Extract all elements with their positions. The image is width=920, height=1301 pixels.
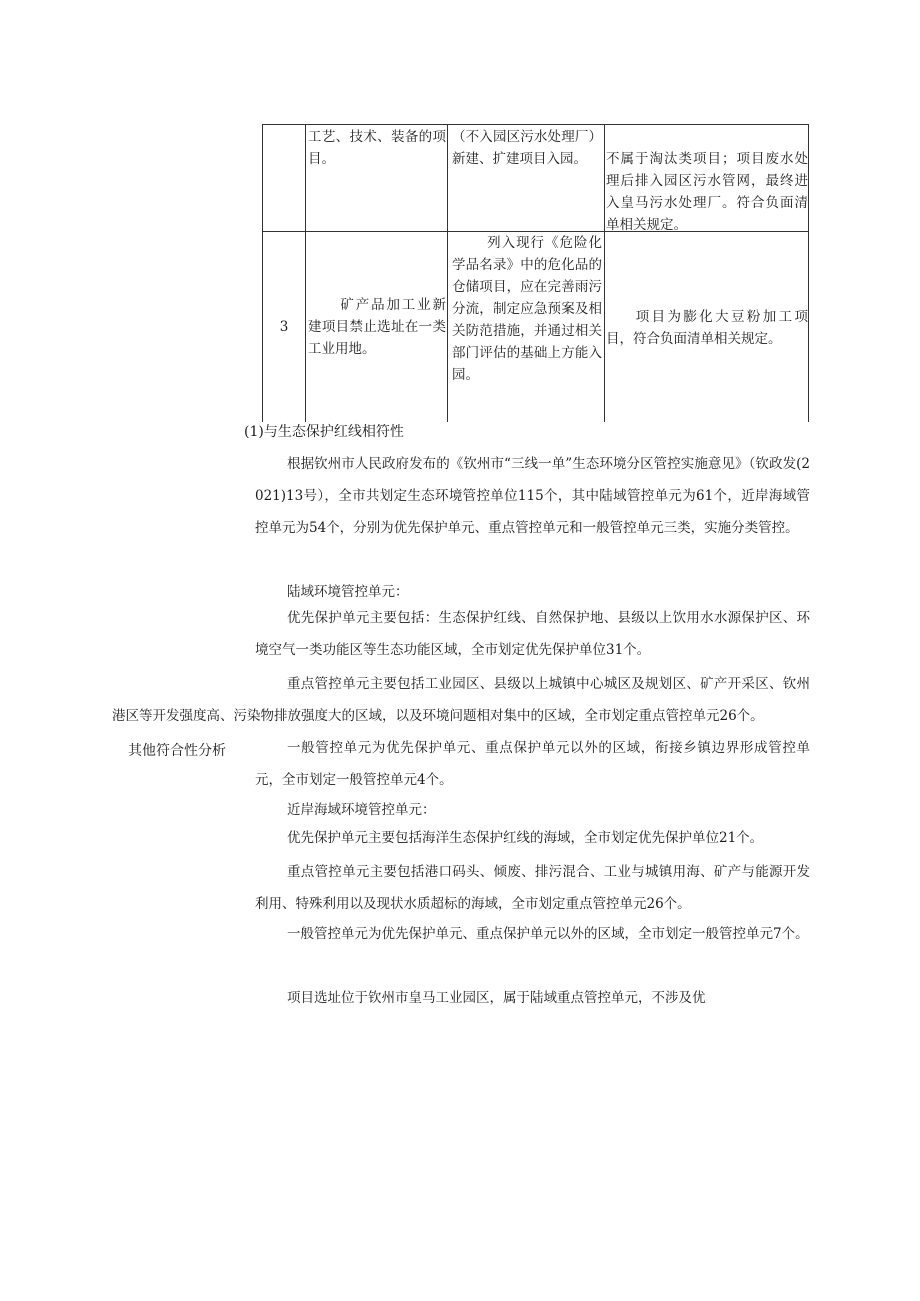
table-cell-row1-col4: 不属于淘汰类项目；项目废水处理后排入园区污水管网，最终进入皇马污水处理厂。符合负面清单相关规定。 bbox=[606, 151, 808, 233]
table-cell-row3-col3: 列入现行《危险化学品名录》中的危化品的仓储项目，应在完善雨污分流，制定应急预案及相关防范措施，并通过相关部门评估的基础上方能入园。 bbox=[452, 235, 602, 383]
body-paragraph: 重点管控单元主要包括港口码头、倾废、排污混合、工业与城镇用海、矿产与能源开发利用、特殊利用以及现状水质超标的海域，全市划定重点管控单元26个。 bbox=[255, 864, 810, 912]
table-border-left bbox=[262, 124, 263, 422]
table-cell-row3-col4: 项目为膨化大豆粉加工项目，符合负面清单相关规定。 bbox=[606, 309, 808, 347]
table-border-col2 bbox=[305, 124, 306, 422]
table-cell-row1-col2: 工艺、技术、装备的项目。 bbox=[308, 129, 446, 167]
table-cell-row1-col3: （不入园区污水处理厂）新建、扩建项目入园。 bbox=[452, 129, 602, 167]
body-paragraph: 一般管控单元为优先保护单元、重点保护单元以外的区域，全市划定一般管控单元7个。 bbox=[287, 926, 809, 942]
table-border-col4 bbox=[604, 124, 605, 422]
body-paragraph: 项目选址位于钦州市皇马工业园区，属于陆域重点管控单元，不涉及优 bbox=[287, 990, 706, 1006]
body-paragraph: 一般管控单元为优先保护单元、重点保护单元以外的区域，衔接乡镇边界形成管控单元，全市划定一般管控单元4个。 bbox=[255, 740, 810, 788]
table-border-col3 bbox=[447, 124, 448, 422]
body-paragraph: 近岸海域环境管控单元： bbox=[287, 802, 436, 818]
table-cell-row3-col2: 矿产品加工业新建项目禁止选址在一类工业用地。 bbox=[308, 297, 446, 357]
body-paragraph: 陆域环境管控单元： bbox=[287, 584, 409, 600]
body-paragraph: 优先保护单元主要包括海洋生态保护红线的海域，全市划定优先保护单位21个。 bbox=[287, 830, 764, 846]
table-border-right bbox=[808, 124, 809, 422]
section-heading: (1)与生态保护红线相符性 bbox=[244, 424, 404, 440]
table-border-top bbox=[262, 124, 809, 125]
table-cell-row3-number: 3 bbox=[279, 319, 289, 335]
body-paragraph: 根据钦州市人民政府发布的《钦州市“三线一单”生态环境分区管控实施意见》（钦政发(2021)13号），全市共划定生态环境管控单位115个，其中陆域管控单元为61个，近岸海域管控单元为54个，分别为优先保护单元、重点管控单元和一般管控单元三类，实施分类管控。 bbox=[255, 456, 810, 536]
body-paragraph: 优先保护单元主要包括：生态保护红线、自然保护地、县级以上饮用水水源保护区、环境空气一类功能区等生态功能区域，全市划定优先保护单位31个。 bbox=[255, 610, 810, 658]
side-label: 其他符合性分析 bbox=[128, 743, 226, 759]
body-paragraph: 重点管控单元主要包括工业园区、县级以上城镇中心城区及规划区、矿产开采区、钦州港区等开发强度高、污染物排放强度大的区域，以及环境问题相对集中的区域，全市划定重点管控单元26个。 bbox=[112, 676, 810, 724]
